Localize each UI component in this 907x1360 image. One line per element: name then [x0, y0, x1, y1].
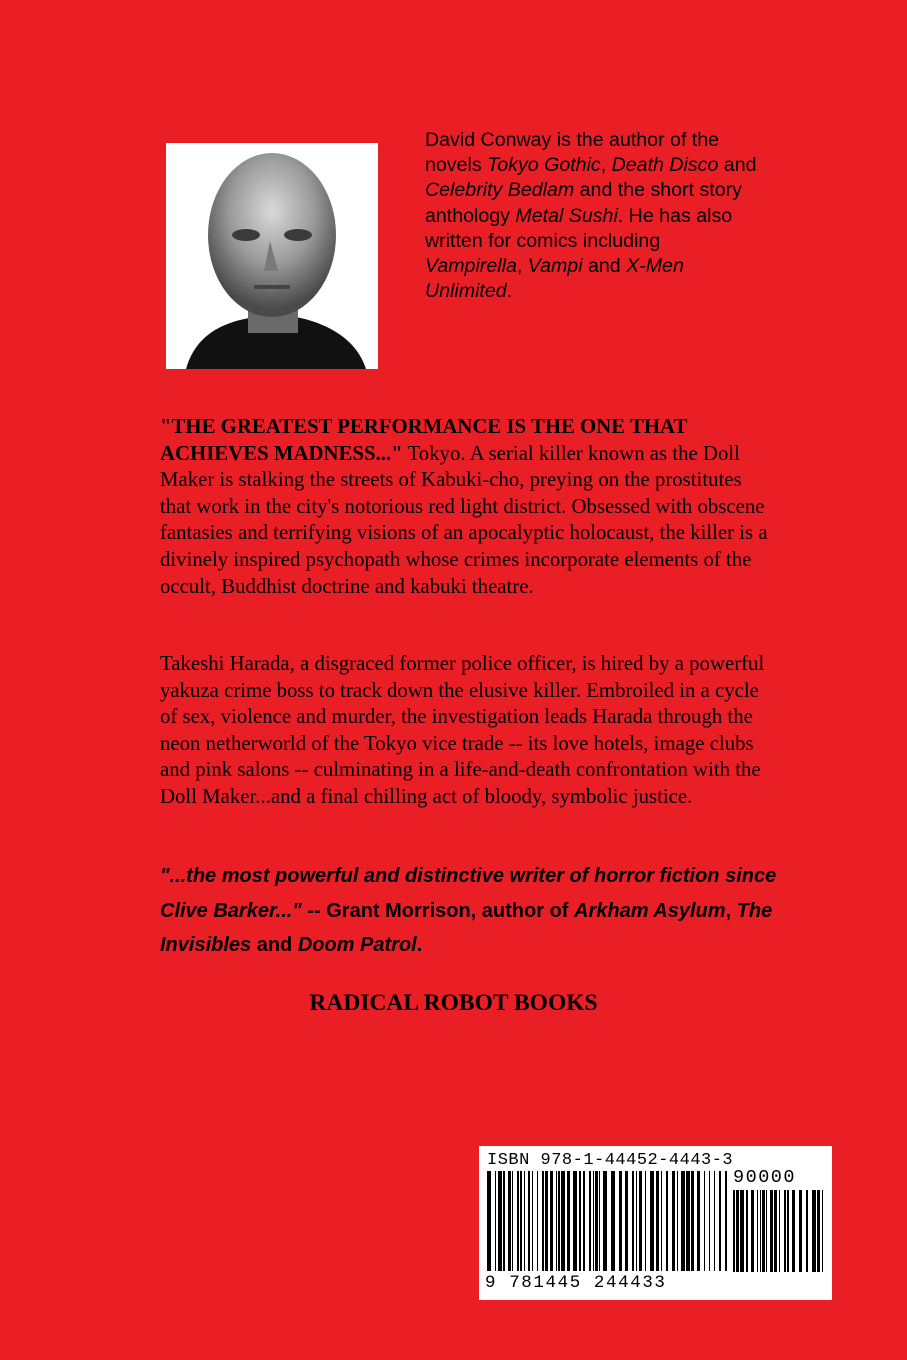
publisher-name: RADICAL ROBOT BOOKS: [309, 990, 598, 1016]
blurb-paragraph-2: Takeshi Harada, a disgraced former police officer, is hired by a powerful yakuza crime boss to track down the elusive killer. Embroiled in a cycle of sex, violence and murder, the investigation leads Harada through the neon netherworld of the Tokyo vice trade -- its love hotels, image clubs and pink salons -- culminating in a life-and-death confrontation with the Doll Maker...and a final chilling act of bloody, symbolic justice.: [160, 652, 765, 808]
barcode-bars: [487, 1171, 727, 1271]
book-title: Death Disco: [611, 154, 719, 177]
addon-barcode-bars: [733, 1190, 825, 1272]
author-bio: David Conway is the author of the novels Tokyo Gothic, Death Disco and Celebrity Bedlam and the short story anthology Metal Sushi. He has also written for comics including Vampirella, Vampi and X-Men Unlimited.: [425, 129, 757, 303]
book-title: Tokyo Gothic: [487, 154, 601, 177]
blurb-headline: "THE GREATEST PERFORMANCE IS THE ONE THAT ACHIEVES MADNESS...": [160, 415, 687, 465]
author-photo: [166, 143, 378, 369]
review-quote: "...the most powerful and distinctive writer of horror fiction since Clive Barker..." -- Grant Morrison, author of Arkham Asylum, The Invisibles and Doom Patrol.: [160, 865, 777, 956]
blurb-paragraph-1: "THE GREATEST PERFORMANCE IS THE ONE THAT ACHIEVES MADNESS..." Tokyo. A serial killer known as the Doll Maker is stalking the streets of Kabuki-cho, preying on the prostitutes that work in the city's notorious red light district. Obsessed with obscene fantasies and terrifying visions of an apocalyptic holocaust, the killer is a divinely inspired psychopath whose crimes incorporate elements of the occult, Buddhist doctrine and kabuki theatre.: [160, 415, 768, 598]
price-code: 90000: [733, 1167, 797, 1188]
comic-title: Vampi: [527, 255, 583, 278]
comic-title: X-Men Unlimited: [425, 255, 684, 303]
ean-number: 9 781445 244433: [485, 1273, 667, 1293]
isbn-label: ISBN 978-1-44452-4443-3: [487, 1151, 734, 1170]
book-title: Metal Sushi: [515, 204, 618, 227]
isbn-barcode: [479, 1146, 832, 1300]
comic-title: Vampirella: [425, 255, 517, 278]
book-title: Celebrity Bedlam: [425, 179, 575, 202]
